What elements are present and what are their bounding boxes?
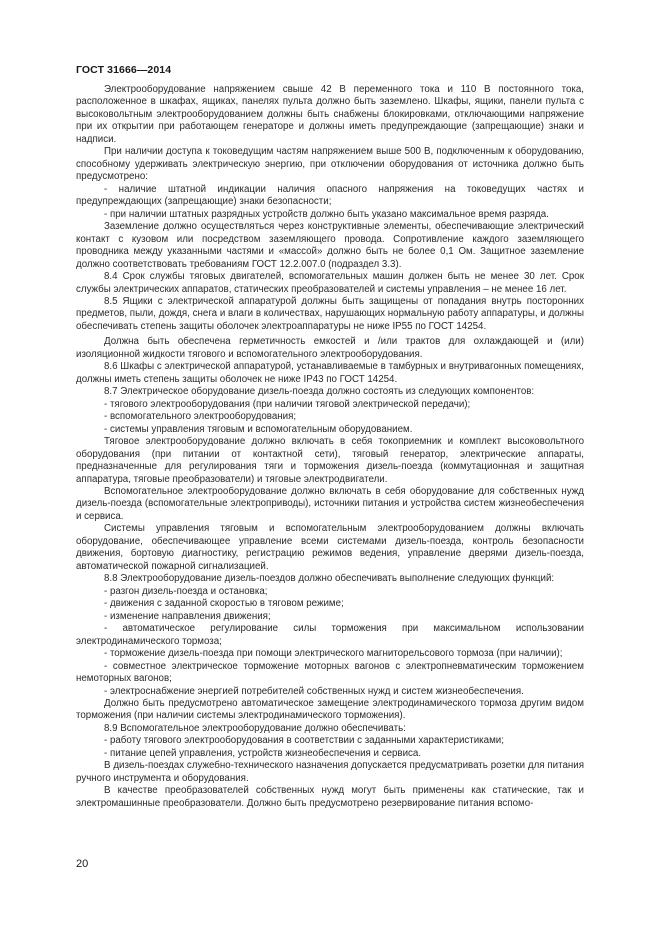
paragraph-grounding-cabinets: Электрооборудование напряжением свыше 42 В переменного тока и 110 В постоянного тока, расположенное в шкафах, ящиках, панелях пульта должно быть заземлено. Шкафы, ящики, панели пульта с высоковольтным электрооборудованием должны быть снабжены блокировками, отключающими напряжение при их открытии при работающем генераторе и должны иметь предупреждающие (запрещающие) знаки и надписи. — [76, 84, 584, 145]
list-item: - электроснабжение энергией потребителей собственных нужд и систем жизнеобеспечения. — [104, 685, 524, 697]
clause-8-5: 8.5 Ящики с электрической аппаратурой должны быть защищены от попадания внутрь посторонних предметов, пыли, дождя, снега и влаги в количествах, нарушающих нормальную работу аппаратуры, и должны обеспечивать степень защиты оболочек электроаппаратуры не ниже IP55 по ГОСТ 14254. — [76, 295, 584, 332]
clause-8-7: 8.7 Электрическое оборудование дизель-поезда должно состоять из следующих компонентов: — [104, 386, 535, 398]
paragraph-brake-substitution: Должно быть предусмотрено автоматическое замещение электродинамического тормоза другим видом торможения (при наличии системы электродинамического торможения). — [76, 697, 584, 722]
list-item: - разгон дизель-поезда и остановка; — [104, 585, 268, 597]
paragraph-auxiliary-equipment: Вспомогательное электрооборудование должно включать в себя оборудование для собственных нужд дизель-поезда (вспомогательные электроприводы), источники питания и устройства систем жизнеобеспечения и сервиса. — [76, 486, 584, 522]
list-item: - торможение дизель-поезда при помощи электрического магниторельсового тормоза (при наличии); — [104, 648, 563, 660]
paragraph-converters: В качестве преобразователей собственных нужд могут быть применены как статические, так и электромашинные преобразователи. Должно быть предусмотрено резервирование питания вспомо- — [76, 785, 584, 809]
list-item: - движения с заданной скоростью в тяговом режиме; — [104, 598, 344, 610]
paragraph-grounding-resistance: Заземление должно осуществляться через конструктивные элементы, обеспечивающие электрический контакт с кузовом или посредством заземляющего провода. Сопротивление каждого заземляющего проводника между указанными частями и «массой» должно быть не более 0,1 Ом. Защитное заземление должно соответствовать требованиям ГОСТ 12.2.007.0 (подраздел 3.3). — [76, 221, 584, 270]
paragraph-access-500v: При наличии доступа к токоведущим частям напряжением выше 500 В, подключенным к оборудованию, способному удерживать электрическую энергию, при отключении оборудования от источника должно быть предусмотрено: — [76, 146, 584, 183]
paragraph-traction-equipment: Тяговое электрооборудование должно включать в себя токоприемник и комплект высоковольтного оборудования (при питании от контактной сети), тяговый генератор, электрические аппараты, предназначенные для регулирования тяги и торможения дизель-поезда (коммутационная и защитная аппаратура, тяговые преобразователи) и тяговые электродвигатели. — [76, 436, 584, 485]
paragraph-control-systems: Системы управления тяговым и вспомогательным электрооборудованием должны включать оборудование, обеспечивающее управление всеми системами дизель-поезда, контроль безопасности движения, бортовую диагностику, регистрацию режимов ведения, управление дверями дизель-поезда, автоматической пожарной сигнализацией. — [76, 523, 584, 572]
list-item: - питание цепей управления, устройств жизнеобеспечения и сервиса. — [104, 747, 422, 759]
paragraph-sealing: Должна быть обеспечена герметичность емкостей и /или трактов для охлаждающей и (или) изоляционной жидкости тягового и вспомогательного электрооборудования. — [76, 336, 584, 360]
list-item: - при наличии штатных разрядных устройств должно быть указано максимальное время разряда. — [104, 208, 549, 220]
clause-8-8: 8.8 Электрооборудование дизель-поездов должно обеспечивать выполнение следующих функций: — [104, 573, 555, 585]
document-header: ГОСТ 31666—2014 — [76, 64, 172, 76]
list-item: - совместное электрическое торможение моторных вагонов с электропневматическим торможением немоторных вагонов; — [76, 660, 584, 685]
page-number: 20 — [76, 858, 89, 870]
list-item: - наличие штатной индикации наличия опасного напряжения на токоведущих частях и предупреждающих (запрещающие) знаки безопасности; — [76, 183, 584, 208]
clause-8-4: 8.4 Срок службы тяговых двигателей, вспомогательных машин должен быть не менее 30 лет. Срок службы электрических аппаратов, статических преобразователей и системы управления – не менее 16 лет. — [76, 271, 584, 295]
list-item: - работу тягового электрооборудования в соответствии с заданными характеристиками; — [104, 735, 504, 747]
list-item: - тягового электрооборудования (при наличии тяговой электрической передачи); — [104, 398, 471, 410]
list-item: - изменение направления движения; — [104, 610, 271, 622]
list-item: - системы управления тяговым и вспомогательным оборудованием. — [104, 423, 413, 435]
clause-8-6: 8.6 Шкафы с электрической аппаратурой, устанавливаемые в тамбурных и внутривагонных помещениях, должны иметь степень защиты оболочек не ниже IP43 по ГОСТ 14254. — [76, 361, 584, 385]
clause-8-9: 8.9 Вспомогательное электрооборудование должно обеспечивать: — [104, 722, 406, 734]
document-body — [76, 84, 584, 810]
list-item: - автоматическое регулирование силы торможения при максимальном использовании электродинамического тормоза; — [76, 623, 584, 647]
paragraph-sockets: В дизель-поездах служебно-технического назначения допускается предусматривать розетки для питания ручного инструмента и оборудования. — [76, 760, 584, 784]
list-item: - вспомогательного электрооборудования; — [104, 411, 297, 423]
